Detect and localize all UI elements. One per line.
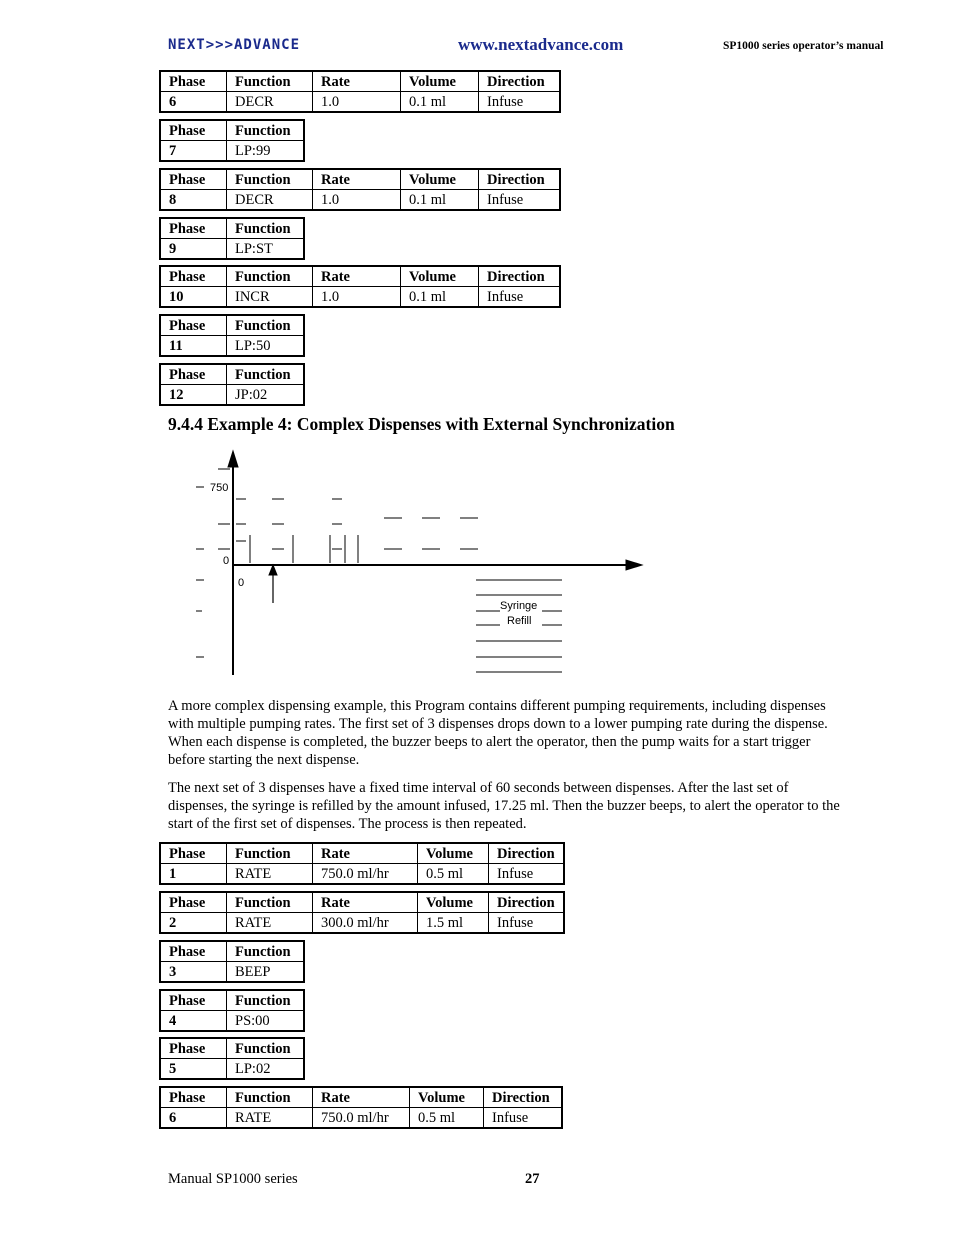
function-value: PS:00 [227, 1011, 305, 1032]
phase-header: Phase [160, 1038, 227, 1059]
function-value: BEEP [227, 962, 305, 983]
phase-header: Phase [160, 990, 227, 1011]
volume-header: Volume [401, 266, 479, 287]
section-heading: 9.4.4 Example 4: Complex Dispenses with External Synchronization [168, 414, 675, 434]
volume-value: 0.1 ml [401, 287, 479, 308]
function-value: JP:02 [227, 385, 305, 406]
phase-header: Phase [160, 120, 227, 141]
function-value: RATE [227, 913, 313, 934]
rate-value: 750.0 ml/hr [313, 864, 418, 885]
direction-header: Direction [479, 266, 561, 287]
function-value: LP:99 [227, 141, 305, 162]
phase-value: 12 [160, 385, 227, 406]
website-url[interactable]: www.nextadvance.com [458, 35, 624, 54]
function-value: DECR [227, 190, 313, 211]
phase-value: 4 [160, 1011, 227, 1032]
phase-value: 2 [160, 913, 227, 934]
direction-value: Infuse [479, 287, 561, 308]
paragraph: A more complex dispensing example, this Program contains different pumping requirements, including dispenses with multiple pumping rates. The first set of 3 dispenses drops down to a lower pumping rate during the dispense. When each dispense is completed, the buzzer beeps to alert the operator, then the pump waits for a start trigger before starting the next dispense. [168, 698, 828, 768]
direction-header: Direction [489, 843, 564, 864]
phase-value: 8 [160, 190, 227, 211]
trigger-arrowhead [269, 565, 277, 575]
dispense-diagram [180, 445, 650, 680]
direction-header: Direction [479, 71, 561, 92]
refill-label-1: Syringe [500, 600, 538, 612]
phase-table [159, 363, 305, 406]
rate-value: 1.0 [313, 92, 401, 113]
rate-header: Rate [313, 266, 401, 287]
phase-value: 11 [160, 336, 227, 357]
phase-table [159, 70, 561, 113]
phase-table [159, 842, 565, 885]
phase-value: 10 [160, 287, 227, 308]
phase-value: 6 [160, 1108, 227, 1129]
phase-table [159, 217, 305, 260]
function-header: Function [227, 364, 305, 385]
volume-value: 0.1 ml [401, 92, 479, 113]
phase-table [159, 265, 561, 308]
phase-header: Phase [160, 364, 227, 385]
phase-table [159, 940, 305, 983]
manual-title: SP1000 series operator’s manual [723, 40, 884, 52]
footer-manual-name: Manual SP1000 series [168, 1171, 298, 1187]
volume-header: Volume [418, 892, 489, 913]
volume-value: 0.5 ml [418, 864, 489, 885]
phase-header: Phase [160, 71, 227, 92]
function-header: Function [227, 315, 305, 336]
function-header: Function [227, 266, 313, 287]
direction-header: Direction [484, 1087, 563, 1108]
phase-value: 5 [160, 1059, 227, 1080]
direction-header: Direction [479, 169, 561, 190]
y-tick-0: 0 [223, 555, 230, 567]
function-value: LP:ST [227, 239, 305, 260]
function-value: LP:50 [227, 336, 305, 357]
volume-header: Volume [401, 169, 479, 190]
direction-header: Direction [489, 892, 564, 913]
phase-header: Phase [160, 218, 227, 239]
x-origin: 0 [238, 577, 245, 589]
phase-table [159, 314, 305, 357]
phase-header: Phase [160, 941, 227, 962]
direction-value: Infuse [484, 1108, 563, 1129]
phase-table [159, 119, 305, 162]
direction-value: Infuse [479, 92, 561, 113]
rate-value: 300.0 ml/hr [313, 913, 418, 934]
function-header: Function [227, 1038, 305, 1059]
rate-header: Rate [313, 169, 401, 190]
phase-header: Phase [160, 1087, 227, 1108]
refill-label-2: Refill [507, 615, 532, 627]
rate-header: Rate [313, 1087, 410, 1108]
volume-header: Volume [418, 843, 489, 864]
page-number: 27 [525, 1171, 540, 1187]
phase-table [159, 989, 305, 1032]
phase-table [159, 168, 561, 211]
volume-value: 1.5 ml [418, 913, 489, 934]
dispense-pulses [236, 499, 478, 563]
function-header: Function [227, 71, 313, 92]
function-header: Function [227, 169, 313, 190]
paragraph: The next set of 3 dispenses have a fixed time interval of 60 seconds between dispenses. After the last set of dispenses, the syringe is refilled by the amount infused, 17.25 ml. Then the buzzer beeps, to alert the operator to the start of the first set of dispenses. The process is then repeated. [168, 780, 840, 832]
function-value: INCR [227, 287, 313, 308]
function-header: Function [227, 120, 305, 141]
y-axis-arrow [228, 451, 238, 467]
function-value: RATE [227, 864, 313, 885]
phase-header: Phase [160, 843, 227, 864]
function-header: Function [227, 941, 305, 962]
x-axis-arrow [626, 560, 642, 570]
phase-value: 6 [160, 92, 227, 113]
y-tick-750: 750 [210, 482, 229, 494]
phase-value: 7 [160, 141, 227, 162]
function-header: Function [227, 892, 313, 913]
phase-header: Phase [160, 266, 227, 287]
function-value: LP:02 [227, 1059, 305, 1080]
brand-logo: NEXT>>>ADVANCE [168, 37, 301, 53]
phase-header: Phase [160, 315, 227, 336]
rate-value: 1.0 [313, 190, 401, 211]
volume-header: Volume [401, 71, 479, 92]
function-header: Function [227, 218, 305, 239]
phase-table [159, 1086, 563, 1129]
phase-value: 9 [160, 239, 227, 260]
direction-value: Infuse [489, 864, 564, 885]
rate-header: Rate [313, 843, 418, 864]
phase-table [159, 1037, 305, 1080]
rate-header: Rate [313, 71, 401, 92]
direction-value: Infuse [489, 913, 564, 934]
rate-value: 1.0 [313, 287, 401, 308]
phase-header: Phase [160, 892, 227, 913]
volume-header: Volume [410, 1087, 484, 1108]
function-value: RATE [227, 1108, 313, 1129]
rate-value: 750.0 ml/hr [313, 1108, 410, 1129]
phase-header: Phase [160, 169, 227, 190]
function-value: DECR [227, 92, 313, 113]
volume-value: 0.5 ml [410, 1108, 484, 1129]
function-header: Function [227, 1087, 313, 1108]
function-header: Function [227, 843, 313, 864]
phase-table [159, 891, 565, 934]
phase-value: 1 [160, 864, 227, 885]
rate-header: Rate [313, 892, 418, 913]
phase-value: 3 [160, 962, 227, 983]
direction-value: Infuse [479, 190, 561, 211]
function-header: Function [227, 990, 305, 1011]
volume-value: 0.1 ml [401, 190, 479, 211]
